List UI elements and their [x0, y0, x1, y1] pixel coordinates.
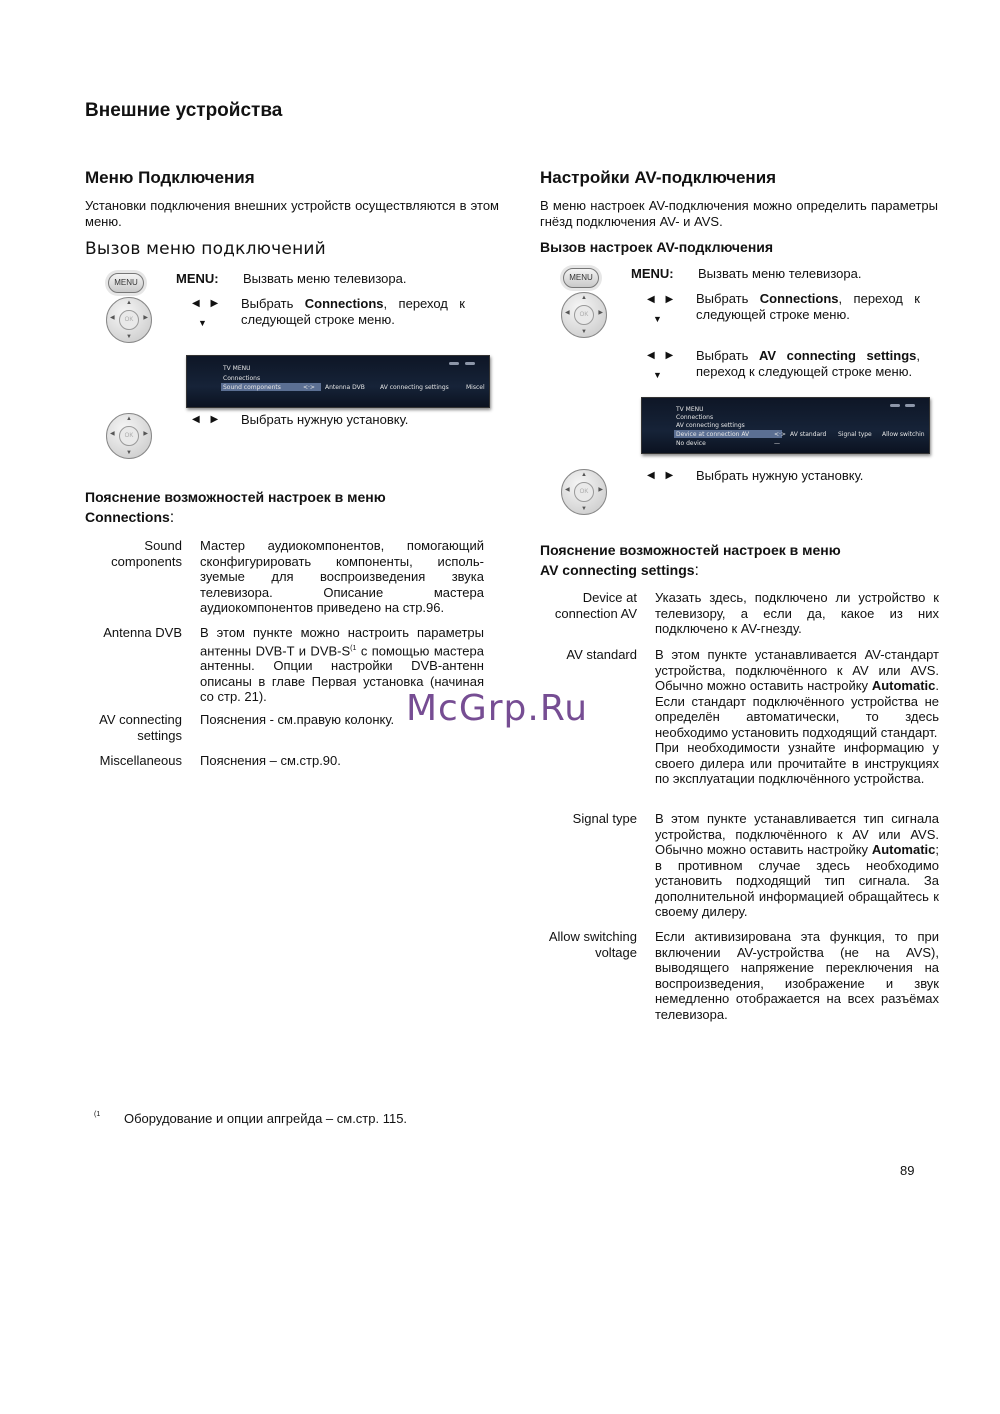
right-section-heading: Настройки AV-подключения: [540, 168, 777, 187]
right-expl-heading-1: Пояснение возможностей настроек в меню: [540, 542, 841, 558]
left-step1-key: MENU:: [176, 271, 219, 286]
ok-navigation-button-icon: ▲ ▼ ◀ ▶ OK: [106, 297, 152, 343]
right-step1-key: MENU:: [631, 266, 674, 281]
right-term-signal-type: Signal type: [572, 811, 637, 826]
right-left-right-arrows-icon-2: ◀ ▶: [647, 350, 678, 361]
page-number: 89: [900, 1163, 915, 1178]
left-desc-sound-components: Мастер аудиокомпонентов, помогающий сконфигурировать компоненты, исполь-зуемые для воспроизведения звука телевизора. Описание мастера аудиокомпонентов приведено на стр.96.: [200, 538, 484, 615]
menu-button-icon: MENU: [108, 273, 144, 293]
right-desc-av-standard: В этом пункте устанавливается AV-стандарт устройства, подключённого к AV или AVS. Обычно можно оставить настройку Automatic. Если стандарт подключённого устройства не определён автоматически, то здесь необходимо установить подходящий стандарт. При необходимости узнайте информацию у своего дилера или прочитайте в инструкциях по эксплуатации подключённого устройства.: [655, 647, 939, 786]
right-step3-text: Выбрать AV connecting settings, переход к следующей строке меню.: [696, 348, 920, 379]
right-term-av-standard: AV standard: [566, 647, 637, 662]
left-call-heading: Вызов меню подключений: [85, 239, 326, 259]
right-step1-desc: Вызвать меню телевизора.: [698, 266, 862, 281]
right-desc-signal-type: В этом пункте устанавливается тип сигнала устройства, подключённого к AV или AVS. Обычно можно оставить настройку Automatic; в противном случае здесь необходимо установить подходящий тип сигнала. За дополнительной информацией обращайтесь к своему дилеру.: [655, 811, 939, 919]
left-desc-av-connecting: Пояснения - см.правую колонку.: [200, 712, 395, 727]
right-term-device-at-connection: Device at connection AV: [554, 590, 637, 621]
left-expl-heading-1: Пояснение возможностей настроек в меню: [85, 489, 386, 505]
right-desc-allow-switching: Если активизирована эта функция, то при включении AV-устройства (не на AVS), выводящего напряжение переключения на воспроизведения, изображение и звук немедленно отображается на всех разъёмах телевизора.: [655, 929, 939, 1022]
right-left-right-arrows-icon: ◀ ▶: [647, 294, 678, 305]
left-section-heading: Меню Подключения: [85, 168, 255, 187]
right-expl-heading-2: AV connecting settings:: [540, 562, 699, 579]
left-right-arrows-icon: ◀ ▶: [192, 298, 223, 309]
ok-navigation-button-icon-right: ▲ ▼ ◀ ▶ OK: [561, 292, 607, 338]
left-intro: Установки подключения внешних устройств осуществляются в этом меню.: [85, 198, 499, 229]
left-step3-text: Выбрать нужную установку.: [241, 412, 409, 427]
ok-navigation-button-icon-2: ▲ ▼ ◀ ▶ OK: [106, 413, 152, 459]
right-left-right-arrows-icon-3: ◀ ▶: [647, 470, 678, 481]
left-step1-desc: Вызвать меню телевизора.: [243, 271, 407, 286]
right-down-arrow-icon: ▼: [653, 314, 662, 324]
right-down-arrow-icon-2: ▼: [653, 370, 662, 380]
left-term-av-connecting: AV connecting settings: [99, 712, 182, 743]
right-call-heading: Вызов настроек AV-подключения: [540, 239, 774, 255]
left-desc-antenna-dvb: В этом пункте можно настроить параметры антенны DVB-T и DVB-$S^{(1}$ с помощью мастера антенны. Опции настройки DVB-антенн описаны в главе Первая установка (начиная со стр. 21).: [200, 625, 484, 705]
left-term-miscellaneous: Miscellaneous: [99, 753, 182, 768]
ok-navigation-button-icon-right-2: ▲ ▼ ◀ ▶ OK: [561, 469, 607, 515]
down-arrow-icon: ▼: [198, 318, 207, 328]
left-expl-heading-2: Connections:: [85, 509, 175, 526]
tv-menu-screenshot-av-connecting: TV MENU Connections AV connecting settings Device at connection AV <·> AV standard Signal type Allow switchin No device —: [641, 397, 930, 454]
right-step4-text: Выбрать нужную установку.: [696, 468, 864, 483]
left-desc-miscellaneous: Пояснения – см.стр.90.: [200, 753, 341, 768]
right-intro: В меню настроек AV-подключения можно определить параметры гнёзд подключения AV- и AVS.: [540, 198, 938, 229]
menu-button-icon-right: MENU: [563, 268, 599, 288]
right-term-allow-switching: Allow switching voltage: [548, 929, 637, 960]
left-term-antenna-dvb: Antenna DVB: [103, 625, 182, 640]
left-right-arrows-icon-2: ◀ ▶: [192, 414, 223, 425]
watermark-logo: McGrp.Ru: [406, 688, 589, 729]
left-term-sound-components: Sound components: [111, 538, 182, 569]
right-step2-text: Выбрать Connections, переход к следующей строке меню.: [696, 291, 920, 322]
right-desc-device-at-connection: Указать здесь, подключено ли устройство к телевизору, а если да, какое из них подключено к AV-гнезду.: [655, 590, 939, 636]
tv-menu-screenshot-connections: TV MENU Connections Sound components <·> Antenna DVB AV connecting settings Miscel: [186, 355, 490, 408]
footnote-mark: (1: [94, 1111, 101, 1118]
footnote: Оборудование и опции апгрейда – см.стр. 115.: [124, 1111, 408, 1126]
page-title: Внешние устройства: [85, 100, 283, 121]
left-step2-text: Выбрать Connections, переход к следующей строке меню.: [241, 296, 465, 327]
